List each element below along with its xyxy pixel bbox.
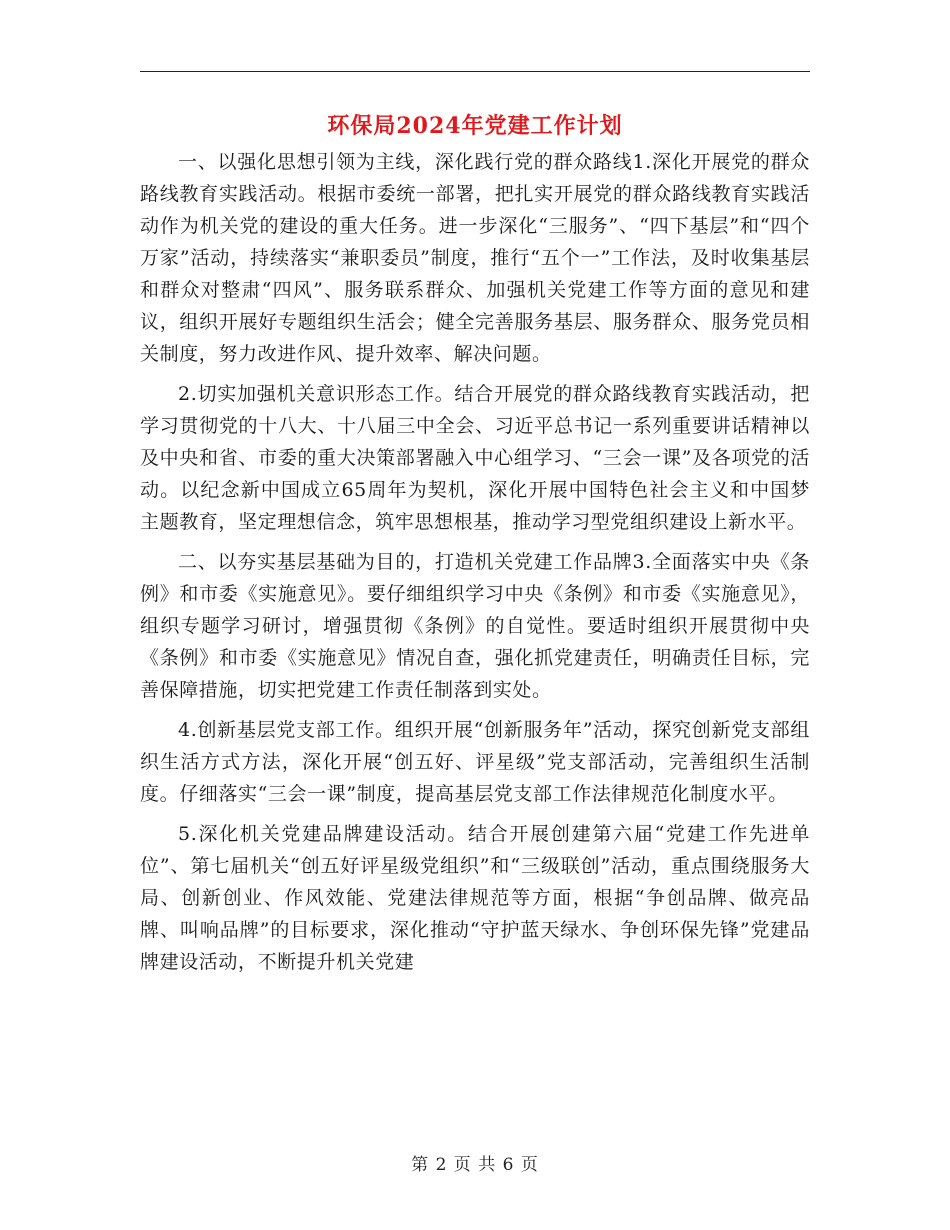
paragraph-5: 5.深化机关党建品牌建设活动。结合开展创建第六届“党建工作先进单位”、第七届机关“创五好评星级党组织”和“三级联创”活动，重点围绕服务大局、创新创业、作风效能、党建法律规范等方面，根据“争创品牌、做亮品牌、叫响品牌”的目标要求，深化推动“守护蓝天绿水、争创环保先锋”党建品牌建设活动，不断提升机关党建 [140,823,810,973]
page-number-footer: 第 2 页 共 6 页 [411,1155,539,1175]
paragraph-1: 一、以强化思想引领为主线，深化践行党的群众路线1.深化开展党的群众路线教育实践活动。根据市委统一部署，把扎实开展党的群众路线教育实践活动作为机关党的建设的重大任务。进一步深化“三服务”、“四下基层”和“四个万家”活动，持续落实“兼职委员”制度，推行“五个一”工作法，及时收集基层和群众对整肃“四风”、服务联系群众、加强机关党建工作等方面的意见和建议，组织开展好专题组织生活会；健全完善服务基层、服务群众、服务党员相关制度，努力改进作风、提升效率、解决问题。 [140,151,810,365]
paragraph-3: 二、以夯实基层基础为目的，打造机关党建工作品牌3.全面落实中央《条例》和市委《实施意见》。要仔细组织学习中央《条例》和市委《实施意见》，组织专题学习研讨，增强贯彻《条例》的自觉性。要适时组织开展贯彻中央《条例》和市委《实施意见》情况自查，强化抓党建责任，明确责任目标，完善保障措施，切实把党建工作责任制落到实处。 [140,551,810,701]
paragraph-2: 2.切实加强机关意识形态工作。结合开展党的群众路线教育实践活动，把学习贯彻党的十八大、十八届三中全会、习近平总书记一系列重要讲话精神以及中央和省、市委的重大决策部署融入中心组学习、“三会一课”及各项党的活动。以纪念新中国成立65周年为契机，深化开展中国特色社会主义和中国梦主题教育，坚定理想信念，筑牢思想根基，推动学习型党组织建设上新水平。 [140,383,810,533]
document-body [140,146,810,986]
document-title: 环保局2024年党建工作计划 [327,113,623,139]
header-rule [140,71,810,72]
paragraph-4: 4.创新基层党支部工作。组织开展“创新服务年”活动，探究创新党支部组织生活方式方法，深化开展“创五好、评星级”党支部活动，完善组织生活制度。仔细落实“三会一课”制度，提高基层党支部工作法律规范化制度水平。 [140,719,810,805]
